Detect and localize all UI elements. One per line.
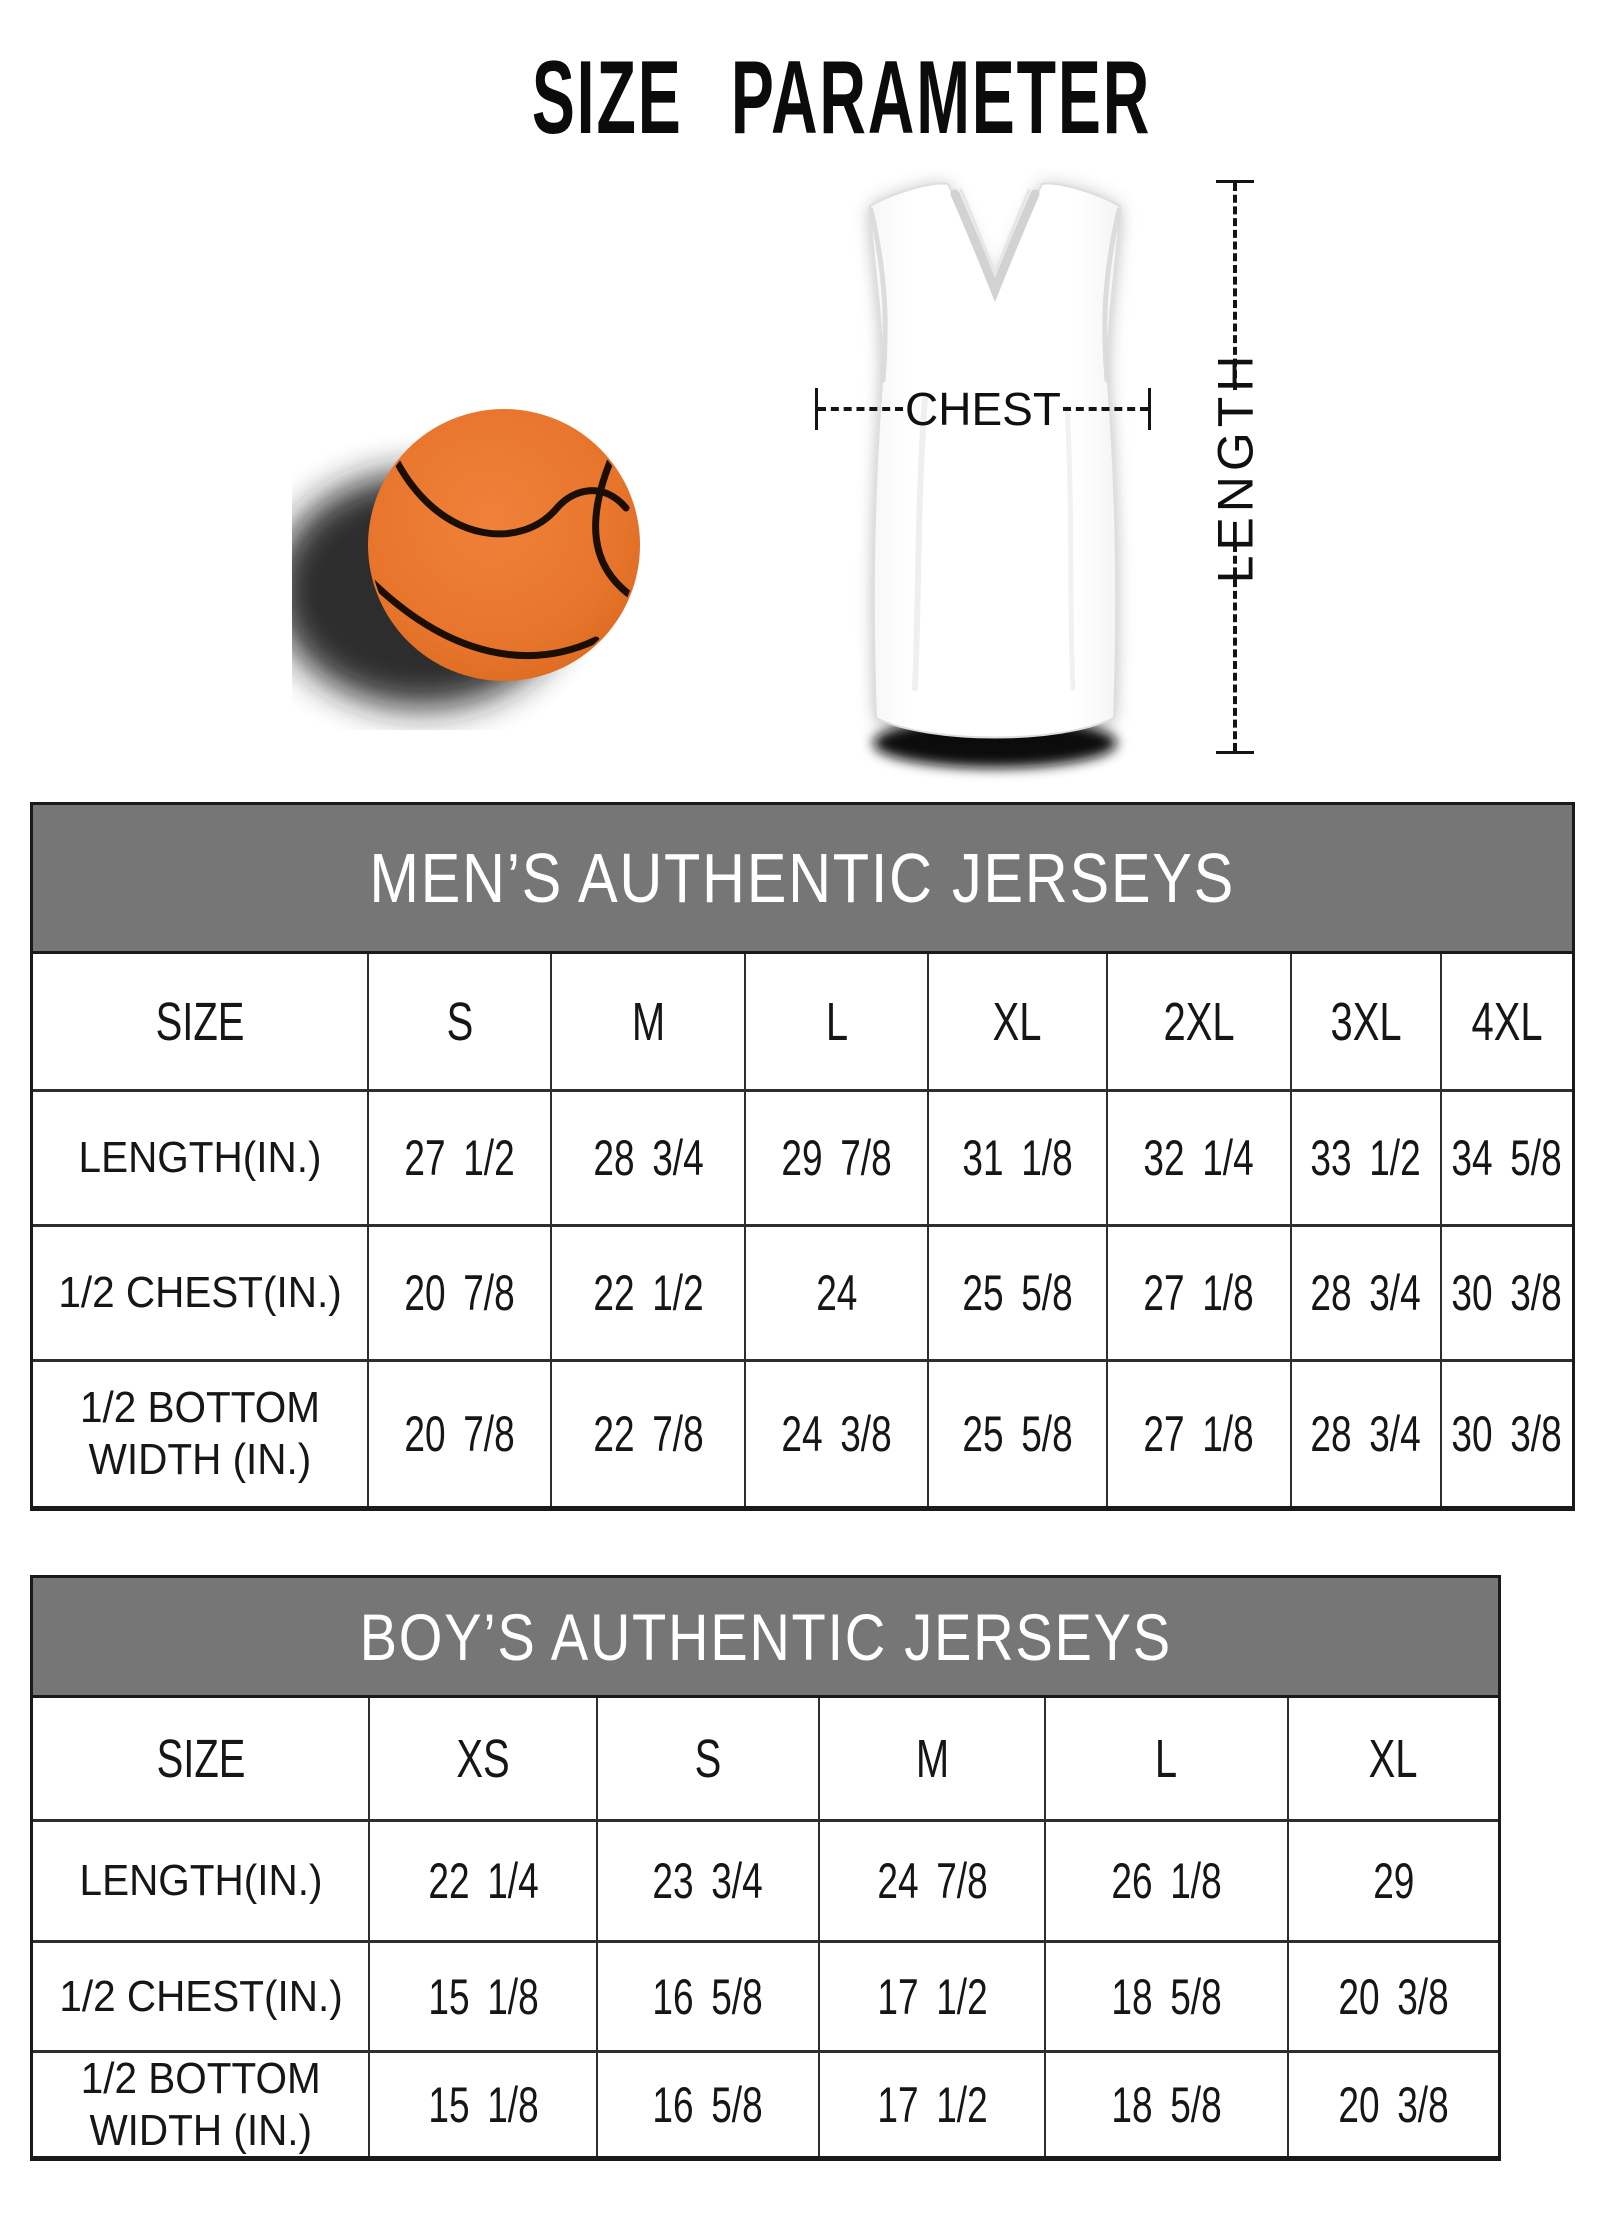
boys-table-grid (33, 1698, 1498, 2156)
mens-length-2xl: 32 1/4 (1106, 1089, 1291, 1224)
mens-bottom-l: 24 3/8 (744, 1359, 927, 1506)
jersey-icon (805, 168, 1185, 798)
length-dimension (1207, 180, 1263, 754)
length-label: LENGTH (1207, 350, 1263, 584)
mens-length-m: 28 3/4 (550, 1089, 744, 1224)
mens-row-bottom-label: 1/2 BOTTOM WIDTH (IN.) (33, 1359, 367, 1506)
mens-length-xl: 31 1/8 (927, 1089, 1106, 1224)
jersey-body (870, 184, 1120, 738)
boys-chest-xs: 15 1/8 (368, 1940, 595, 2050)
mens-length-l: 29 7/8 (744, 1089, 927, 1224)
boys-size-table (30, 1575, 1501, 2161)
jersey-svg (805, 168, 1185, 798)
mens-chest-2xl: 27 1/8 (1106, 1224, 1291, 1359)
mens-chest-l: 24 (744, 1224, 927, 1359)
boys-col-size: SIZE (33, 1698, 368, 1819)
mens-col-l: L (744, 954, 927, 1089)
boys-col-l: L (1044, 1698, 1287, 1819)
mens-row-chest-label: 1/2 CHEST(IN.) (33, 1224, 367, 1359)
boys-col-m: M (818, 1698, 1044, 1819)
mens-table-grid (33, 954, 1572, 1506)
mens-length-4xl: 34 5/8 (1440, 1089, 1572, 1224)
mens-chest-s: 20 7/8 (367, 1224, 550, 1359)
boys-length-xs: 22 1/4 (368, 1819, 595, 1940)
mens-chest-3xl: 28 3/4 (1290, 1224, 1439, 1359)
page-title (0, 40, 1600, 156)
boys-table-title-bar (33, 1578, 1498, 1698)
boys-col-s: S (596, 1698, 819, 1819)
mens-size-table (30, 802, 1575, 1511)
boys-chest-xl: 20 3/8 (1287, 1940, 1498, 2050)
chest-dash-left (818, 407, 903, 411)
mens-col-size: SIZE (33, 954, 367, 1089)
mens-bottom-s: 20 7/8 (367, 1359, 550, 1506)
boys-chest-m: 17 1/2 (818, 1940, 1044, 2050)
mens-length-s: 27 1/2 (367, 1089, 550, 1224)
boys-bottom-xs: 15 1/8 (368, 2050, 595, 2156)
boys-length-xl: 29 (1287, 1819, 1498, 1940)
boys-table-title: BOY’S AUTHENTIC JERSEYS (359, 1599, 1172, 1674)
mens-bottom-m: 22 7/8 (550, 1359, 744, 1506)
mens-col-xl: XL (927, 954, 1106, 1089)
basketball-svg (292, 400, 702, 730)
basketball-icon (292, 400, 702, 730)
mens-bottom-2xl: 27 1/8 (1106, 1359, 1291, 1506)
boys-col-xl: XL (1287, 1698, 1498, 1819)
chest-right-tick (1148, 388, 1151, 430)
boys-bottom-m: 17 1/2 (818, 2050, 1044, 2156)
mens-table-title: MEN’S AUTHENTIC JERSEYS (369, 839, 1236, 917)
boys-chest-l: 18 5/8 (1044, 1940, 1287, 2050)
boys-bottom-s: 16 5/8 (596, 2050, 819, 2156)
mens-col-s: S (367, 954, 550, 1089)
page-title-text: SIZE PARAMETER (532, 40, 1152, 156)
mens-col-2xl: 2XL (1106, 954, 1291, 1089)
boys-length-l: 26 1/8 (1044, 1819, 1287, 1940)
chest-dash-right (1063, 407, 1148, 411)
mens-col-m: M (550, 954, 744, 1089)
boys-row-length-label: LENGTH(IN.) (33, 1819, 368, 1940)
boys-length-s: 23 3/4 (596, 1819, 819, 1940)
mens-length-3xl: 33 1/2 (1290, 1089, 1439, 1224)
boys-row-bottom-label: 1/2 BOTTOM WIDTH (IN.) (33, 2050, 368, 2156)
mens-chest-4xl: 30 3/8 (1440, 1224, 1572, 1359)
mens-chest-m: 22 1/2 (550, 1224, 744, 1359)
boys-col-xs: XS (368, 1698, 595, 1819)
mens-chest-xl: 25 5/8 (927, 1224, 1106, 1359)
chest-dimension (815, 383, 1151, 435)
mens-bottom-xl: 25 5/8 (927, 1359, 1106, 1506)
mens-row-length-label: LENGTH(IN.) (33, 1089, 367, 1224)
mens-col-4xl: 4XL (1440, 954, 1572, 1089)
mens-col-3xl: 3XL (1290, 954, 1439, 1089)
mens-bottom-3xl: 28 3/4 (1290, 1359, 1439, 1506)
boys-bottom-l: 18 5/8 (1044, 2050, 1287, 2156)
chest-label: CHEST (905, 383, 1061, 435)
boys-chest-s: 16 5/8 (596, 1940, 819, 2050)
boys-length-m: 24 7/8 (818, 1819, 1044, 1940)
boys-bottom-xl: 20 3/8 (1287, 2050, 1498, 2156)
boys-row-chest-label: 1/2 CHEST(IN.) (33, 1940, 368, 2050)
length-bottom-tick (1216, 751, 1254, 754)
mens-bottom-4xl: 30 3/8 (1440, 1359, 1572, 1506)
mens-table-title-bar (33, 805, 1572, 954)
